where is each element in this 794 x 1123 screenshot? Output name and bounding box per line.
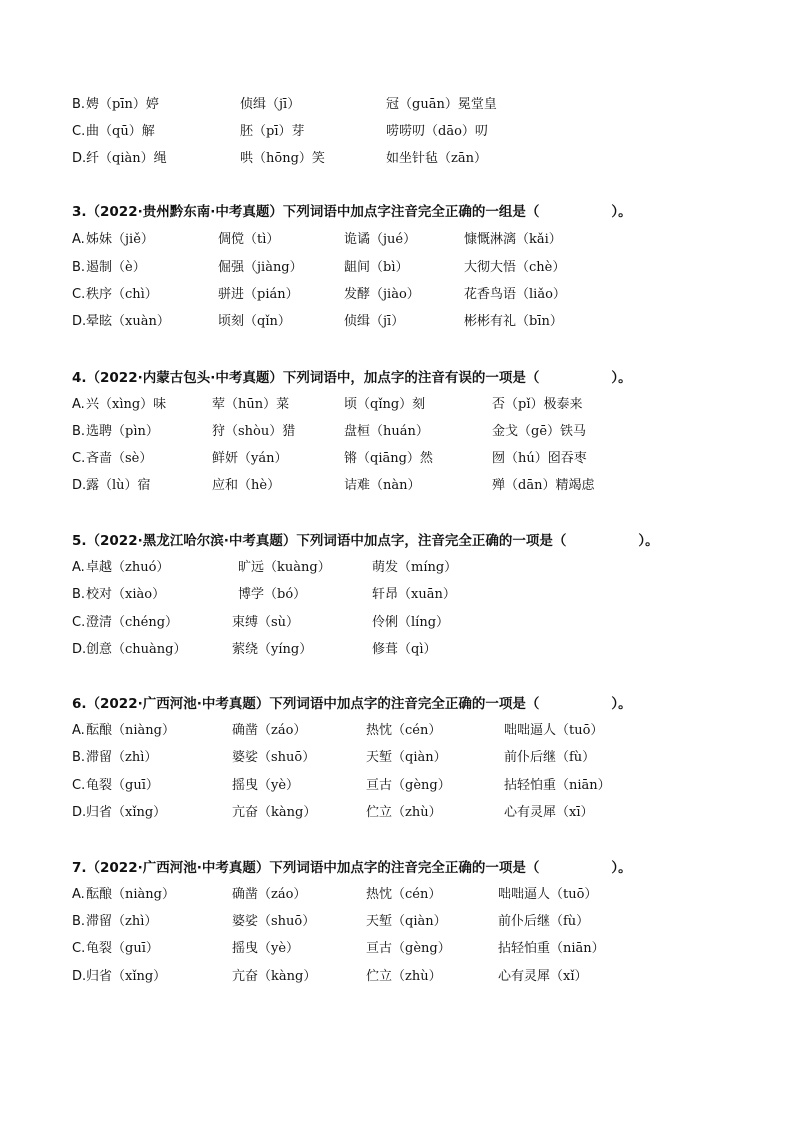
option-item: 吝啬（sè） (86, 451, 153, 466)
option-item: 诘难（nàn） (344, 478, 421, 493)
option-item: 彬彬有礼（bīn） (464, 314, 563, 329)
option-item: 姊妹（jiě） (86, 232, 154, 247)
option-item: 亢奋（kàng） (232, 969, 317, 984)
option-item: 萦绕（yíng） (232, 642, 313, 657)
option-item: 发酵（jiào） (344, 287, 420, 302)
option-letter: D. (72, 805, 87, 820)
option-letter: C. (72, 615, 86, 630)
option-letter: C. (72, 778, 86, 793)
option-item: 伫立（zhù） (366, 805, 442, 820)
option-item: 婆娑（shuō） (232, 750, 316, 765)
option-item: 创意（chuàng） (86, 642, 187, 657)
option-item: 金戈（gē）铁马 (492, 424, 587, 439)
option-item: 心有灵犀（xǐ） (498, 969, 588, 984)
option-item: 热忱（cén） (366, 723, 442, 738)
option-item: 应和（hè） (212, 478, 281, 493)
option-item: 亘古（gèng） (366, 778, 451, 793)
option-item: 归省（xǐng） (86, 969, 167, 984)
option-item: 侦缉（jī） (344, 314, 405, 329)
option-item: 骈进（pián） (218, 287, 299, 302)
option-item: 前仆后继（fù） (504, 750, 596, 765)
option-letter: A. (72, 397, 85, 412)
question-title (72, 200, 632, 224)
option-item: 滞留（zhì） (86, 750, 158, 765)
question-title (72, 366, 632, 390)
option-letter: B. (72, 750, 86, 765)
option-item: 婆娑（shuō） (232, 914, 316, 929)
option-item: 曲（qū）解 (86, 124, 155, 139)
question-text: 5.（2022·黑龙江哈尔滨·中考真题）下列词语中加点字，注音完全正确的一项是（ (72, 533, 567, 549)
option-item: 前仆后继（fù） (498, 914, 590, 929)
option-item: 冠（guān）冕堂皇 (386, 97, 497, 112)
option-letter: D. (72, 314, 87, 329)
option-letter: D. (72, 642, 87, 657)
option-letter: B. (72, 97, 86, 112)
question-title (72, 856, 632, 880)
option-item: 诡谲（jué） (344, 232, 417, 247)
option-item: 旷远（kuàng） (238, 560, 331, 575)
option-item: 酝酿（niàng） (86, 887, 175, 902)
option-item: 拈轻怕重（niān） (498, 941, 605, 956)
option-letter: C. (72, 287, 86, 302)
option-item: 澄清（chéng） (86, 615, 179, 630)
option-item: 胚（pī）芽 (240, 124, 305, 139)
option-item: 天堑（qiàn） (366, 914, 447, 929)
question-text: 6.（2022·广西河池·中考真题）下列词语中加点字的注音完全正确的一项是（ (72, 696, 540, 712)
option-item: 龟裂（guī） (86, 941, 159, 956)
option-item: 确凿（záo） (232, 723, 307, 738)
option-item: 束缚（sù） (232, 615, 300, 630)
option-item: 归省（xǐng） (86, 805, 167, 820)
option-item: 顷刻（qǐn） (218, 314, 291, 329)
option-item: 萌发（míng） (372, 560, 458, 575)
option-item: 锵（qiāng）然 (344, 451, 433, 466)
option-item: 倜傥（tì） (218, 232, 280, 247)
option-item: 盘桓（huán） (344, 424, 429, 439)
question-text: 4.（2022·内蒙古包头·中考真题）下列词语中，加点字的注音有误的一项是（ (72, 370, 540, 386)
question-end: ）。 (611, 370, 632, 386)
option-item: 伫立（zhù） (366, 969, 442, 984)
option-item: 热忱（cén） (366, 887, 442, 902)
option-item: 校对（xiào） (86, 587, 166, 602)
option-item: 如坐针毡（zān） (386, 151, 487, 166)
option-item: 哄（hōng）笑 (240, 151, 325, 166)
option-letter: D. (72, 478, 87, 493)
option-item: 鲜妍（yán） (212, 451, 288, 466)
option-letter: A. (72, 232, 85, 247)
question-end: ）。 (638, 533, 659, 549)
option-item: 酝酿（niàng） (86, 723, 175, 738)
option-item: 囫（hú）囵吞枣 (492, 451, 587, 466)
option-letter: B. (72, 587, 86, 602)
option-item: 卓越（zhuó） (86, 560, 170, 575)
option-letter: B. (72, 914, 86, 929)
option-letter: C. (72, 124, 86, 139)
option-item: 否（pǐ）极泰来 (492, 397, 583, 412)
option-item: 倔强（jiàng） (218, 260, 303, 275)
option-item: 选聘（pìn） (86, 424, 159, 439)
option-item: 晕眩（xuàn） (86, 314, 170, 329)
option-item: 天堑（qiàn） (366, 750, 447, 765)
option-item: 纤（qiàn）绳 (86, 151, 167, 166)
question-title (72, 692, 632, 716)
question-end: ）。 (611, 860, 632, 876)
option-item: 修葺（qì） (372, 642, 437, 657)
option-letter: C. (72, 451, 86, 466)
option-item: 伶俐（líng） (372, 615, 450, 630)
option-item: 唠唠叨（dāo）叨 (386, 124, 488, 139)
option-letter: A. (72, 560, 85, 575)
option-item: 露（lù）宿 (86, 478, 151, 493)
question-end: ）。 (611, 204, 632, 220)
option-item: 亘古（gèng） (366, 941, 451, 956)
option-item: 拈轻怕重（niān） (504, 778, 611, 793)
option-item: 兴（xìng）味 (86, 397, 167, 412)
question-end: ）。 (611, 696, 632, 712)
option-item: 确凿（záo） (232, 887, 307, 902)
option-item: 花香鸟语（liǎo） (464, 287, 566, 302)
option-letter: A. (72, 723, 85, 738)
question-text: 7.（2022·广西河池·中考真题）下列词语中加点字的注音完全正确的一项是（ (72, 860, 540, 876)
option-item: 顷（qǐng）刻 (344, 397, 426, 412)
option-item: 龟裂（guī） (86, 778, 159, 793)
option-item: 遏制（è） (86, 260, 146, 275)
option-letter: A. (72, 887, 85, 902)
option-item: 滞留（zhì） (86, 914, 158, 929)
option-item: 殚（dān）精竭虑 (492, 478, 595, 493)
option-letter: D. (72, 151, 87, 166)
option-item: 咄咄逼人（tuō） (498, 887, 598, 902)
option-item: 轩昂（xuān） (372, 587, 456, 602)
option-item: 荤（hūn）菜 (212, 397, 290, 412)
option-item: 龃间（bì） (344, 260, 409, 275)
question-text: 3.（2022·贵州黔东南·中考真题）下列词语中加点字注音完全正确的一组是（ (72, 204, 540, 220)
option-item: 博学（bó） (238, 587, 307, 602)
option-letter: B. (72, 260, 86, 275)
option-item: 摇曳（yè） (232, 941, 300, 956)
option-item: 狩（shòu）猎 (212, 424, 296, 439)
option-item: 亢奋（kàng） (232, 805, 317, 820)
question-title (72, 529, 659, 553)
option-letter: D. (72, 969, 87, 984)
option-letter: B. (72, 424, 86, 439)
option-item: 咄咄逼人（tuō） (504, 723, 604, 738)
option-item: 心有灵犀（xī） (504, 805, 594, 820)
option-letter: C. (72, 941, 86, 956)
option-item: 慷慨淋漓（kǎi） (464, 232, 562, 247)
option-item: 侦缉（jī） (240, 97, 301, 112)
option-item: 大彻大悟（chè） (464, 260, 566, 275)
option-item: 摇曳（yè） (232, 778, 300, 793)
option-item: 秩序（chì） (86, 287, 158, 302)
option-item: 娉（pīn）婷 (86, 97, 159, 112)
